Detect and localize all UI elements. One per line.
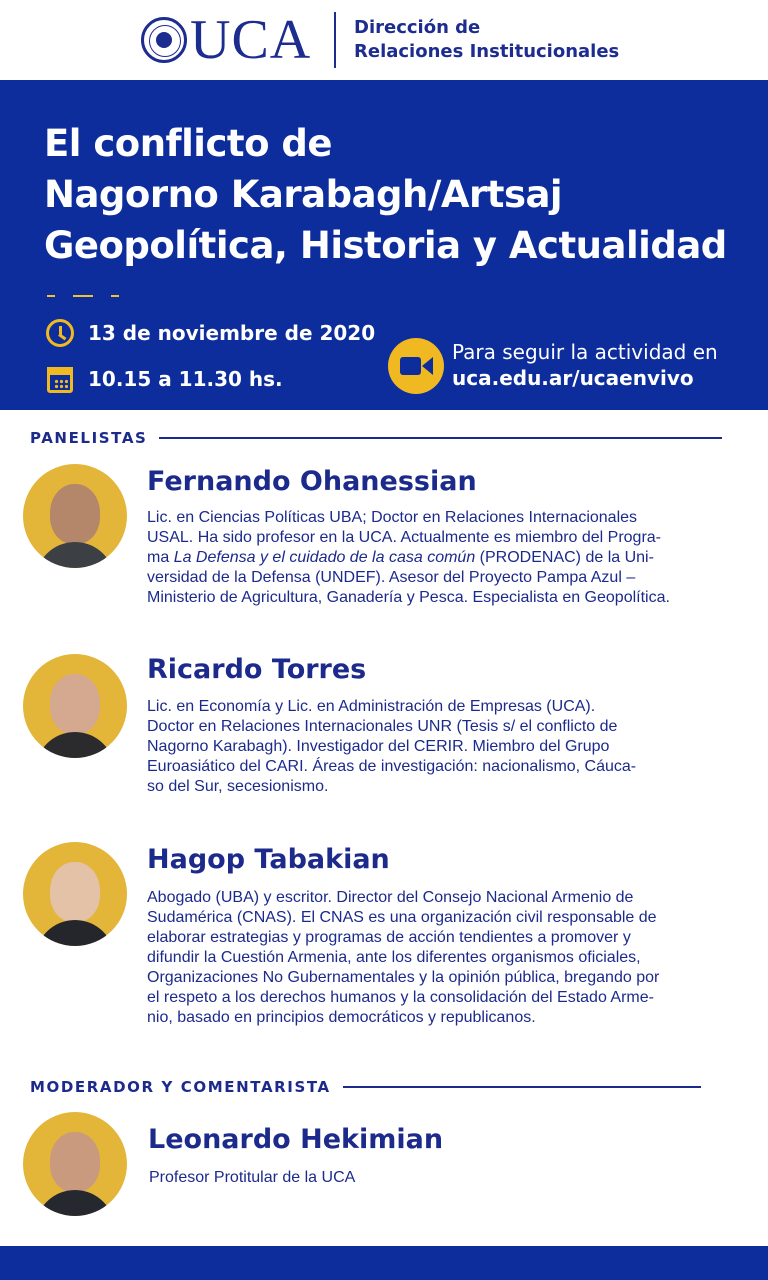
panelist-photo [23, 654, 127, 758]
uca-seal-logo [141, 17, 187, 63]
bio-line: Organizaciones No Gubernamentales y la opinión pública, bregando por [147, 969, 660, 986]
title-line-3: Geopolítica, Historia y Actualidad [44, 224, 727, 267]
header [0, 0, 768, 80]
moderator-name: Leonardo Hekimian [148, 1124, 444, 1155]
stream-link[interactable]: uca.edu.ar/ucaenvivo [452, 366, 694, 390]
footer-bar [0, 1246, 768, 1280]
panelist-name: Fernando Ohanessian [147, 466, 477, 497]
panelist-photo [23, 464, 127, 568]
dash [73, 295, 93, 297]
bio-line: elaborar estrategias y programas de acción tendientes a promover y [147, 929, 631, 946]
event-time: 10.15 a 11.30 hs. [88, 367, 283, 391]
bio-text: (PRODENAC) de la Uni- [479, 549, 654, 566]
moderator-heading [30, 1078, 701, 1096]
clock-icon [44, 317, 78, 349]
dash [47, 295, 55, 297]
bio-line: Lic. en Ciencias Políticas UBA; Doctor en Relaciones Internacionales [147, 509, 638, 526]
panelist-name: Ricardo Torres [147, 654, 367, 685]
event-date: 13 de noviembre de 2020 [88, 321, 376, 345]
bio-italic-title: La Defensa y el cuidado de la casa común [173, 549, 476, 566]
event-title [44, 118, 727, 271]
panelist-bio [147, 888, 732, 1028]
panelist-bio [147, 697, 732, 797]
bio-line: Euroasiático del CARI. Áreas de investigación: nacionalismo, Cáuca- [147, 758, 637, 775]
bio-text: ma [147, 549, 170, 566]
calendar-icon [44, 363, 78, 395]
moderator-rule [343, 1086, 701, 1088]
bio-line: USAL. Ha sido profesor en la UCA. Actualmente es miembro del Progra- [147, 529, 662, 546]
bio-line: Nagorno Karabagh). Investigador del CERIR. Miembro del Grupo [147, 738, 610, 755]
stream-label: Para seguir la actividad en [452, 340, 718, 364]
dash [111, 295, 119, 297]
bio-line: difundir la Cuestión Armenia, ante los diferentes organismos oficiales, [147, 949, 641, 966]
event-date-row [44, 317, 375, 349]
moderator-label: MODERADOR Y COMENTARISTA [30, 1078, 331, 1096]
bio-line: Lic. en Economía y Lic. en Administración de Empresas (UCA). [147, 698, 596, 715]
panelist-photo [23, 842, 127, 946]
video-camera-icon [388, 338, 444, 394]
title-line-2: Nagorno Karabagh/Artsaj [44, 173, 563, 216]
department-line-1: Dirección de [354, 17, 481, 38]
decorative-dashes [47, 284, 137, 307]
bio-line: el respeto a los derechos humanos y la consolidación del Estado Arme- [147, 989, 654, 1006]
uca-logo-text: UCA [190, 9, 312, 71]
bio-line: Abogado (UBA) y escritor. Director del Consejo Nacional Armenio de [147, 889, 634, 906]
bio-line: nio, basado en principios democráticos y republicanos. [147, 1009, 536, 1026]
moderator-photo [23, 1112, 127, 1216]
bio-line: Sudamérica (CNAS). El CNAS es una organización civil responsable de [147, 909, 657, 926]
panelist-bio [147, 508, 732, 608]
department-name [354, 16, 619, 64]
event-time-row [44, 363, 283, 395]
bio-line: versidad de la Defensa (UNDEF). Asesor del Proyecto Pampa Azul – [147, 569, 636, 586]
hero-banner [0, 80, 768, 410]
panelists-label: PANELISTAS [30, 429, 148, 447]
title-line-1: El conflicto de [44, 122, 332, 165]
bio-line: so del Sur, secesionismo. [147, 778, 329, 795]
moderator-role: Profesor Protitular de la UCA [149, 1169, 356, 1186]
stream-info [452, 339, 718, 391]
bio-line: Ministerio de Agricultura, Ganadería y Pesca. Especialista en Geopolítica. [147, 589, 670, 606]
panelist-name: Hagop Tabakian [147, 844, 390, 875]
panelists-rule [159, 437, 722, 439]
bio-line [147, 548, 732, 568]
department-line-2: Relaciones Institucionales [354, 41, 620, 62]
header-divider [334, 12, 336, 68]
bio-line: Doctor en Relaciones Internacionales UNR (Tesis s/ el conflicto de [147, 718, 618, 735]
panelists-heading [30, 429, 722, 447]
